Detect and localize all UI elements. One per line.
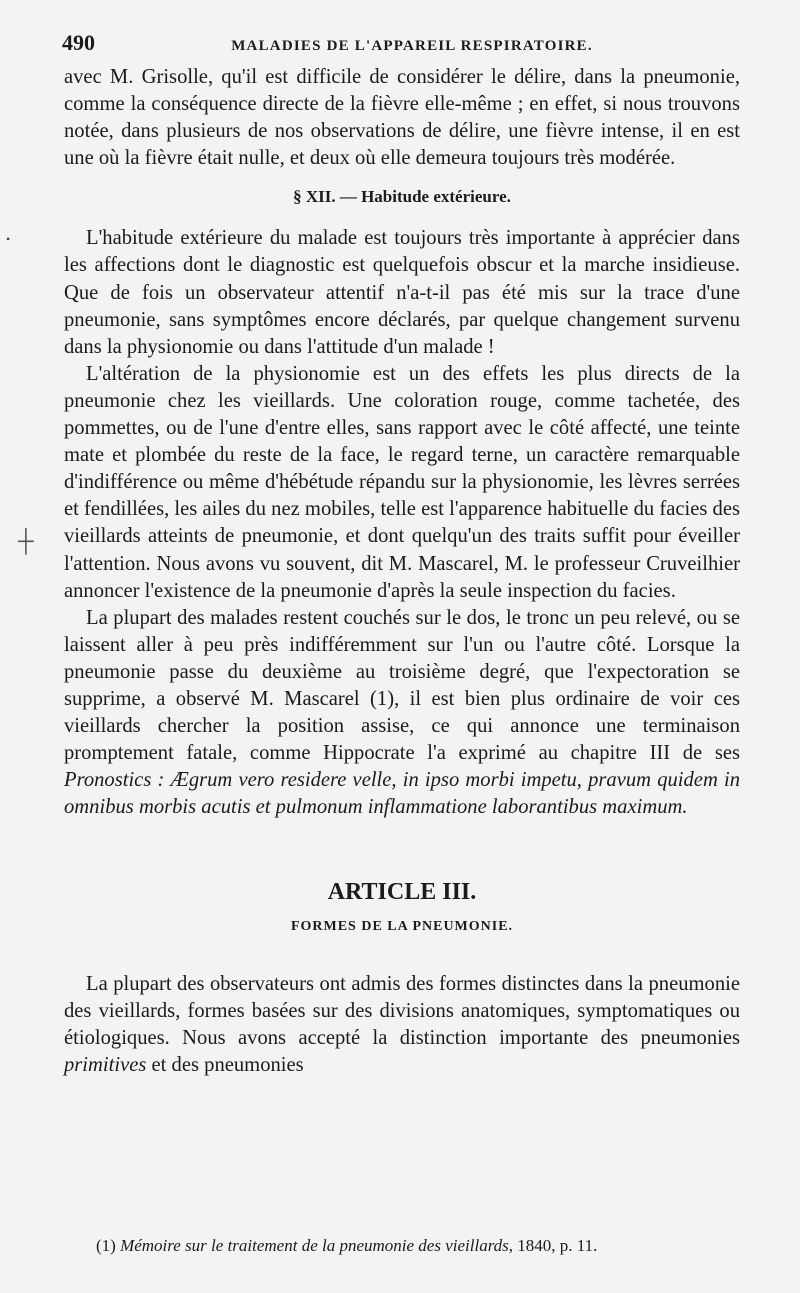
term-primitives: primitives	[64, 1053, 147, 1076]
page-body	[64, 64, 740, 1079]
paragraph-physionomie: L'altération de la physionomie est un des effets les plus directs de la pneumonie chez les vieillards. Une coloration rouge, comme tachetée, des pommettes, ou de l'une d'entre elles, sans rapport avec le côté affecté, une teinte mate et plombée du reste de la face, le regard terne, un caractère remarquable d'indifférence ou même d'hébétude répandu sur la physionomie, les lèvres serrées et fendillées, les ailes du nez mobiles, telle est l'apparence habituelle du facies des vieillards atteints de pneumonie, et dont quelqu'un des traits suffit pour éveiller l'attention. Nous avons vu souvent, dit M. Mascarel, M. le professeur Cruveilhier annoncer l'existence de la pneumonie d'après la seule inspection du facies.	[64, 362, 740, 602]
footnote	[96, 1236, 740, 1256]
paragraph-position	[64, 605, 740, 822]
page-number: 490	[62, 30, 95, 55]
running-title: MALADIES DE L'APPAREIL RESPIRATOIRE.	[231, 38, 593, 54]
footnote-text: Mémoire sur le traitement de la pneumonie des vieillards	[120, 1236, 509, 1255]
page-header	[62, 30, 742, 60]
hippocrates-quote: Pronostics : Ægrum vero residere velle, in ipso morbi impetu, pravum quidem in omnibus morbis acutis et pulmonum inflammatione laborantibus maximum.	[64, 769, 740, 819]
margin-dot-icon: •	[6, 232, 11, 246]
article-title: ARTICLE III.	[327, 879, 477, 906]
paragraph-position-text: La plupart des malades restent couchés sur le dos, le tronc un peu relevé, ou se laissent aller à peu près indifféremment sur l'un ou l'autre côté. Lorsque la pneumonie passe du deuxième au troisième degré, que l'expectoration se supprime, a observé M. Mascarel (1), il est bien plus ordinaire de voir ces vieillards chercher la position assise, ce qui annonce une terminaison promptement fatale, comme Hippocrate l'a exprimé au chapitre III de ses	[64, 606, 740, 765]
paragraph-formes	[64, 971, 740, 1079]
margin-cross-mark-icon: ┼	[18, 528, 34, 553]
article-subtitle: FORMES DE LA PNEUMONIE.	[290, 919, 514, 935]
section-title: § XII. — Habitude extérieure.	[293, 187, 511, 207]
footnote-mark: (1)	[96, 1236, 116, 1255]
paragraph-formes-text-b: et des pneumonies	[151, 1053, 304, 1076]
paragraph-formes-text-a: La plupart des observateurs ont admis des formes distinctes dans la pneumonie des vieillards, formes basées sur des divisions anatomiques, symptomatiques ou étiologiques. Nous avons accepté la distinction importante des pneumonies	[64, 972, 740, 1049]
footnote-tail: , 1840, p. 11.	[508, 1236, 598, 1255]
paragraph-habitude: L'habitude extérieure du malade est toujours très importante à apprécier dans les affections dont le diagnostic est quelquefois obscur et la marche insidieuse. Que de fois un observateur attentif n'a-t-il pas été mis sur la trace d'une pneumonie, sans symptômes encore déclarés, par quelque changement survenu dans la physionomie ou dans l'attitude d'un malade !	[64, 227, 740, 358]
paragraph-continuation: avec M. Grisolle, qu'il est difficile de considérer le délire, dans la pneumonie, comme la conséquence directe de la fièvre elle-même ; en effet, si nous trouvons notée, dans plusieurs de nos observations de délire, une fièvre intense, il en est une où la fièvre était nulle, et deux où elle demeura toujours très modérée.	[64, 66, 740, 170]
